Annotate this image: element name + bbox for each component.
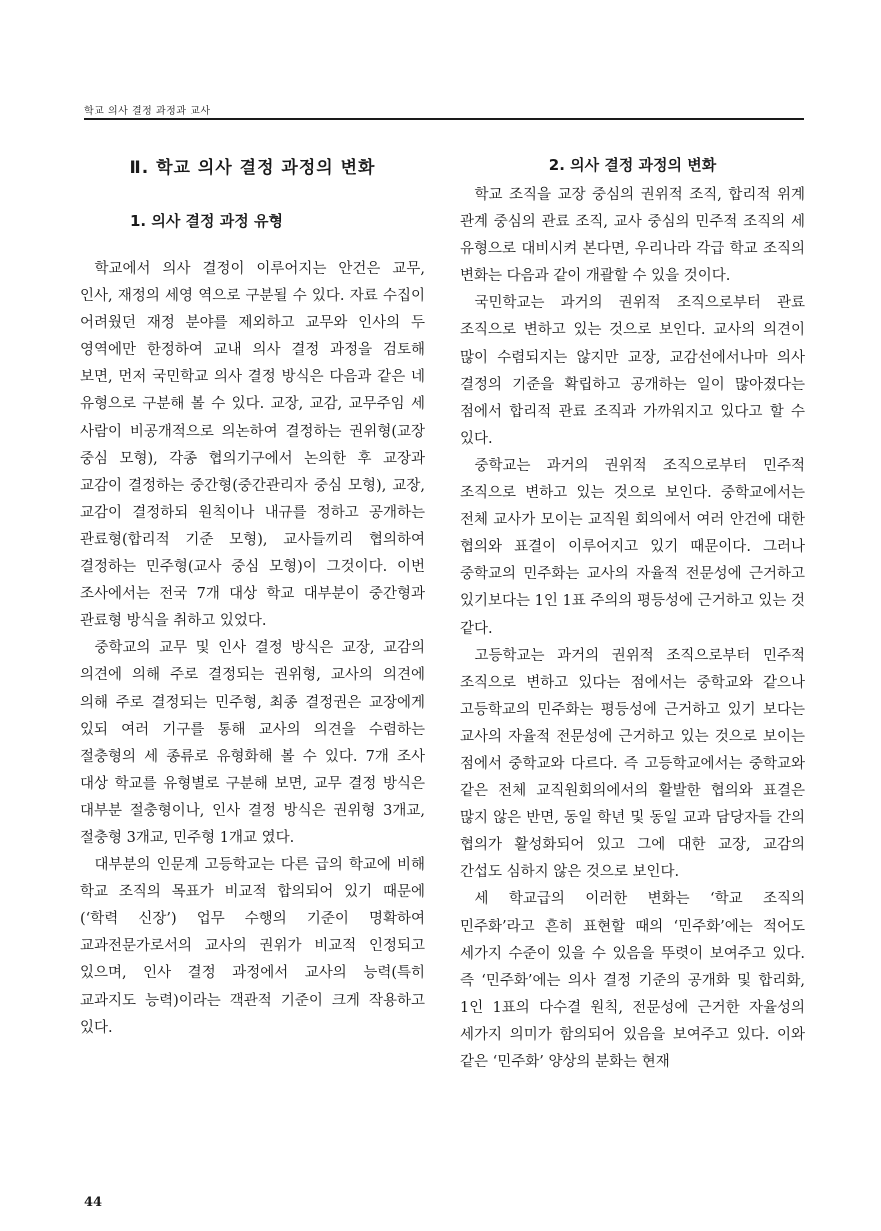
right-column (460, 148, 805, 1076)
paragraph: 중학교는 과거의 권위적 조직으로부터 민주적 조직으로 변하고 있는 것으로 보인다. 중학교에서는 전체 교사가 모이는 교직원 회의에서 여러 안건에 대한 협의와 표결이 이루어지고 있기 때문이다. 그러나 중학교의 민주화는 교사의 자율적 전문성에 근거하고 있기보다는 1인 1표 주의의 평등성에 근거하고 있는 것 같다. (460, 457, 805, 637)
section-title: Ⅱ. 학교 의사 결정 과정의 변화 (129, 158, 376, 178)
paragraph: 학교에서 의사 결정이 이루어지는 안건은 교무, 인사, 재정의 세영 역으로 구분될 수 있다. 자료 수집이 어려웠던 재정 분야를 제외하고 교무와 인사의 두 영역에만 한정하여 교내 의사 결정 과정을 검토해 보면, 먼저 국민학교 의사 결정 방식은 다음과 같은 네 유형으로 구분해 볼 수 있다. 교장, 교감, 교무주임 세 사람이 비공개적으로 의논하여 결정하는 권위형(교장 중심 모형), 각종 협의기구에서 논의한 후 교장과 교감이 결정하는 중간형(중간관리자 중심 모형), 교장, 교감이 결정하되 원칙이나 내규를 정하고 공개하는 관료형(합리적 기준 모형), 교사들끼리 협의하여 결정하는 민주형(교사 중심 모형)이 그것이다. 이번 조사에서는 전국 7개 대상 학교 대부분이 중간형과 관료형 방식을 취하고 있었다. (80, 261, 425, 630)
running-header: 학교 의사 결정 과정과 교사 (84, 106, 211, 117)
subsection-title-2: 2. 의사 결정 과정의 변화 (548, 156, 717, 174)
paragraph: 대부분의 인문계 고등학교는 다른 급의 학교에 비해 학교 조직의 목표가 비교적 합의되어 있기 때문에 (‘학력 신장’) 업무 수행의 기준이 명확하여 교과전문가로서의 교사의 권위가 비교적 인정되고 있으며, 인사 결정 과정에서 교사의 능력(특히 교과지도 능력)이라는 객관적 기준이 크게 작용하고 있다. (80, 857, 425, 1036)
paragraph: 중학교의 교무 및 인사 결정 방식은 교장, 교감의 의견에 의해 주로 결정되는 권위형, 교사의 의견에 의해 주로 결정되는 민주형, 최종 결정권은 교장에게 있되 여러 기구를 통해 교사의 의견을 수렴하는 절충형의 세 종류로 유형화해 볼 수 있다. 7개 조사 대상 학교를 유형별로 구분해 보면, 교무 결정 방식은 대부분 절충형이나, 인사 결정 방식은 권위형 3개교, 절충형 3개교, 민주형 1개교 였다. (80, 640, 425, 846)
paragraph: 세 학교급의 이러한 변화는 ‘학교 조직의 민주화’라고 흔히 표현할 때의 ‘민주화’에는 적어도 세가지 수준이 있을 수 있음을 뚜렷이 보여주고 있다. 즉 ‘민주화’에는 의사 결정 기준의 공개화 및 합리화, 1인 1표의 다수결 원칙, 전문성에 근거한 자율성의 세가지 의미가 함의되어 있음을 보여주고 있다. 이와 같은 ‘민주화’ 양상의 분화는 현재 (460, 891, 805, 1070)
paragraph: 고등학교는 과거의 권위적 조직으로부터 민주적 조직으로 변하고 있다는 점에서는 중학교와 같으나 고등학교의 민주화는 평등성에 근거하고 있기 보다는 교사의 자율적 전문성에 근거하고 있는 것으로 보이는 점에서 중학교와 다르다. 즉 고등학교에서는 중학교와 같은 전체 교직원회의에서의 활발한 협의와 표결은 많지 않은 반면, 동일 학년 및 동일 교과 담당자들 간의 협의가 활성화되어 있고 그에 대한 교장, 교감의 간섭도 심하지 않은 것으로 보인다. (460, 647, 805, 881)
left-column (80, 148, 425, 1042)
header-rule (84, 118, 804, 120)
page-number: 44 (84, 1195, 103, 1210)
paragraph: 학교 조직을 교장 중심의 권위적 조직, 합리적 위계 관계 중심의 관료 조직, 교사 중심의 민주적 조직의 세 유형으로 대비시켜 본다면, 우리나라 각급 학교 조직의 변화는 다음과 같이 개괄할 수 있을 것이다. (460, 187, 805, 285)
subsection-title-1: 1. 의사 결정 과정 유형 (130, 212, 283, 230)
paragraph: 국민학교는 과거의 권위적 조직으로부터 관료 조직으로 변하고 있는 것으로 보인다. 교사의 의견이 많이 수렴되지는 않지만 교장, 교감선에서나마 의사 결정의 기준을 확립하고 공개하는 일이 많아졌다는 점에서 합리적 관료 조직과 가까워지고 있다고 할 수 있다. (460, 295, 805, 447)
